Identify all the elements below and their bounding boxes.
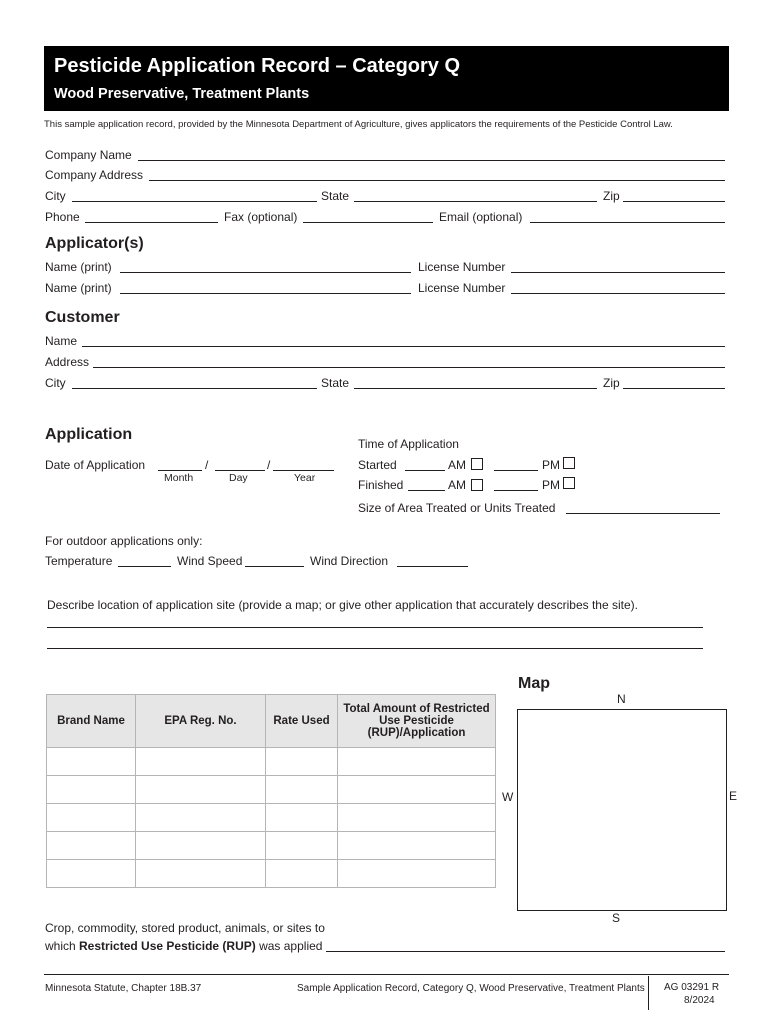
company-zip-field[interactable] bbox=[623, 201, 725, 202]
table-cell[interactable] bbox=[47, 776, 136, 804]
page-title: Pesticide Application Record – Category Q bbox=[54, 55, 461, 77]
intro-text: This sample application record, provided by the Minnesota Department of Agriculture, gives applicators the requirements of the Pesticide Control Law. bbox=[44, 119, 673, 130]
date-day-field[interactable] bbox=[215, 470, 265, 471]
table-cell[interactable] bbox=[266, 860, 338, 888]
table-row bbox=[47, 748, 496, 776]
customer-name-field[interactable] bbox=[82, 346, 725, 347]
company-state-field[interactable] bbox=[354, 201, 597, 202]
page-subtitle: Wood Preservative, Treatment Plants bbox=[54, 86, 310, 102]
applicators-heading: Applicator(s) bbox=[45, 235, 144, 252]
started-am-checkbox[interactable] bbox=[471, 458, 483, 470]
describe-line-2[interactable] bbox=[47, 648, 703, 649]
company-name-label: Company Name bbox=[45, 148, 132, 162]
outdoor-label: For outdoor applications only: bbox=[45, 534, 203, 548]
col-total-amount: Total Amount of Restricted Use Pesticide (RUP)/Application bbox=[338, 695, 496, 748]
date-slash-2: / bbox=[267, 458, 271, 472]
date-label: Date of Application bbox=[45, 458, 146, 472]
started-am-label: AM bbox=[448, 458, 466, 472]
map-drawing-area[interactable] bbox=[517, 709, 727, 911]
map-east: E bbox=[729, 789, 738, 803]
table-cell[interactable] bbox=[136, 776, 266, 804]
month-caption: Month bbox=[164, 472, 194, 484]
wind-direction-field[interactable] bbox=[397, 566, 468, 567]
footer-rule bbox=[44, 974, 729, 975]
temperature-label: Temperature bbox=[45, 554, 113, 568]
application-heading: Application bbox=[45, 426, 133, 443]
date-year-field[interactable] bbox=[273, 470, 334, 471]
col-epa-reg-no: EPA Reg. No. bbox=[136, 695, 266, 748]
table-cell[interactable] bbox=[266, 832, 338, 860]
describe-line-1[interactable] bbox=[47, 627, 703, 628]
customer-name-label: Name bbox=[45, 334, 78, 348]
customer-state-label: State bbox=[321, 376, 350, 390]
finished-pm-checkbox[interactable] bbox=[563, 477, 575, 489]
table-row bbox=[47, 832, 496, 860]
table-cell[interactable] bbox=[338, 832, 496, 860]
crop-line-2-post: was applied bbox=[255, 939, 323, 953]
table-cell[interactable] bbox=[47, 860, 136, 888]
started-time-pm-field[interactable] bbox=[494, 470, 538, 471]
table-row bbox=[47, 804, 496, 832]
email-field[interactable] bbox=[530, 222, 725, 223]
crop-line-2-pre: which bbox=[45, 939, 80, 953]
wind-direction-label: Wind Direction bbox=[310, 554, 389, 568]
wind-speed-field[interactable] bbox=[245, 566, 304, 567]
date-slash-1: / bbox=[205, 458, 209, 472]
applicator2-license-field[interactable] bbox=[511, 293, 725, 294]
table-cell[interactable] bbox=[266, 776, 338, 804]
day-caption: Day bbox=[229, 472, 248, 484]
pesticide-table bbox=[46, 694, 496, 888]
applicator1-name-field[interactable] bbox=[120, 272, 411, 273]
customer-state-field[interactable] bbox=[354, 388, 597, 389]
table-row bbox=[47, 776, 496, 804]
customer-city-field[interactable] bbox=[72, 388, 317, 389]
footer-center: Sample Application Record, Category Q, Wood Preservative, Treatment Plants bbox=[297, 983, 645, 994]
finished-am-checkbox[interactable] bbox=[471, 479, 483, 491]
table-cell[interactable] bbox=[338, 804, 496, 832]
size-field[interactable] bbox=[566, 513, 720, 514]
table-cell[interactable] bbox=[266, 804, 338, 832]
temperature-field[interactable] bbox=[118, 566, 171, 567]
started-pm-label: PM bbox=[542, 458, 560, 472]
table-cell[interactable] bbox=[47, 832, 136, 860]
map-west: W bbox=[502, 790, 514, 804]
company-zip-label: Zip bbox=[603, 189, 620, 203]
fax-label: Fax (optional) bbox=[224, 210, 298, 224]
phone-field[interactable] bbox=[85, 222, 218, 223]
company-name-field[interactable] bbox=[138, 160, 725, 161]
customer-heading: Customer bbox=[45, 309, 120, 326]
date-month-field[interactable] bbox=[158, 470, 202, 471]
applicator2-name-field[interactable] bbox=[120, 293, 411, 294]
table-cell[interactable] bbox=[266, 748, 338, 776]
map-south: S bbox=[612, 911, 621, 925]
finished-time-am-field[interactable] bbox=[408, 490, 445, 491]
size-label: Size of Area Treated or Units Treated bbox=[358, 501, 556, 515]
footer-date: 8/2024 bbox=[684, 995, 715, 1006]
customer-address-field[interactable] bbox=[93, 367, 725, 368]
customer-zip-field[interactable] bbox=[623, 388, 725, 389]
customer-city-label: City bbox=[45, 376, 66, 390]
finished-pm-label: PM bbox=[542, 478, 560, 492]
describe-label: Describe location of application site (provide a map; or give other application that accurately describes the site). bbox=[47, 598, 638, 612]
finished-time-pm-field[interactable] bbox=[494, 490, 538, 491]
footer-code: AG 03291 R bbox=[664, 982, 720, 993]
time-label: Time of Application bbox=[358, 437, 459, 451]
applicator1-license-field[interactable] bbox=[511, 272, 725, 273]
applicator1-license-label: License Number bbox=[418, 260, 506, 274]
customer-zip-label: Zip bbox=[603, 376, 620, 390]
crop-line-1: Crop, commodity, stored product, animals, or sites to bbox=[45, 921, 325, 935]
map-north: N bbox=[617, 692, 626, 706]
header-banner bbox=[44, 46, 729, 111]
company-address-label: Company Address bbox=[45, 168, 144, 182]
company-city-label: City bbox=[45, 189, 66, 203]
year-caption: Year bbox=[294, 472, 316, 484]
wind-speed-label: Wind Speed bbox=[177, 554, 243, 568]
company-city-field[interactable] bbox=[72, 201, 317, 202]
footer-statute: Minnesota Statute, Chapter 18B.37 bbox=[45, 983, 202, 994]
footer-divider bbox=[648, 976, 649, 1010]
col-brand-name: Brand Name bbox=[47, 695, 136, 748]
crop-field[interactable] bbox=[326, 951, 725, 952]
company-address-field[interactable] bbox=[149, 180, 725, 181]
customer-address-label: Address bbox=[45, 355, 90, 369]
applicator2-license-label: License Number bbox=[418, 281, 506, 295]
applicator1-name-label: Name (print) bbox=[45, 260, 112, 274]
table-cell[interactable] bbox=[338, 860, 496, 888]
table-row bbox=[47, 860, 496, 888]
email-label: Email (optional) bbox=[439, 210, 523, 224]
table-cell[interactable] bbox=[338, 776, 496, 804]
table-header-row bbox=[47, 695, 496, 748]
table-cell[interactable] bbox=[136, 860, 266, 888]
table-cell[interactable] bbox=[136, 804, 266, 832]
started-pm-checkbox[interactable] bbox=[563, 457, 575, 469]
crop-line-2-bold: Restricted Use Pesticide (RUP) bbox=[79, 939, 256, 953]
map-heading: Map bbox=[518, 675, 550, 692]
table-cell[interactable] bbox=[136, 832, 266, 860]
table-cell[interactable] bbox=[338, 748, 496, 776]
started-time-am-field[interactable] bbox=[405, 470, 445, 471]
table-cell[interactable] bbox=[47, 748, 136, 776]
phone-label: Phone bbox=[45, 210, 80, 224]
finished-label: Finished bbox=[358, 478, 404, 492]
finished-am-label: AM bbox=[448, 478, 466, 492]
company-state-label: State bbox=[321, 189, 350, 203]
started-label: Started bbox=[358, 458, 397, 472]
fax-field[interactable] bbox=[303, 222, 433, 223]
table-cell[interactable] bbox=[47, 804, 136, 832]
applicator2-name-label: Name (print) bbox=[45, 281, 112, 295]
col-rate-used: Rate Used bbox=[266, 695, 338, 748]
crop-line-2 bbox=[45, 939, 322, 953]
table-cell[interactable] bbox=[136, 748, 266, 776]
